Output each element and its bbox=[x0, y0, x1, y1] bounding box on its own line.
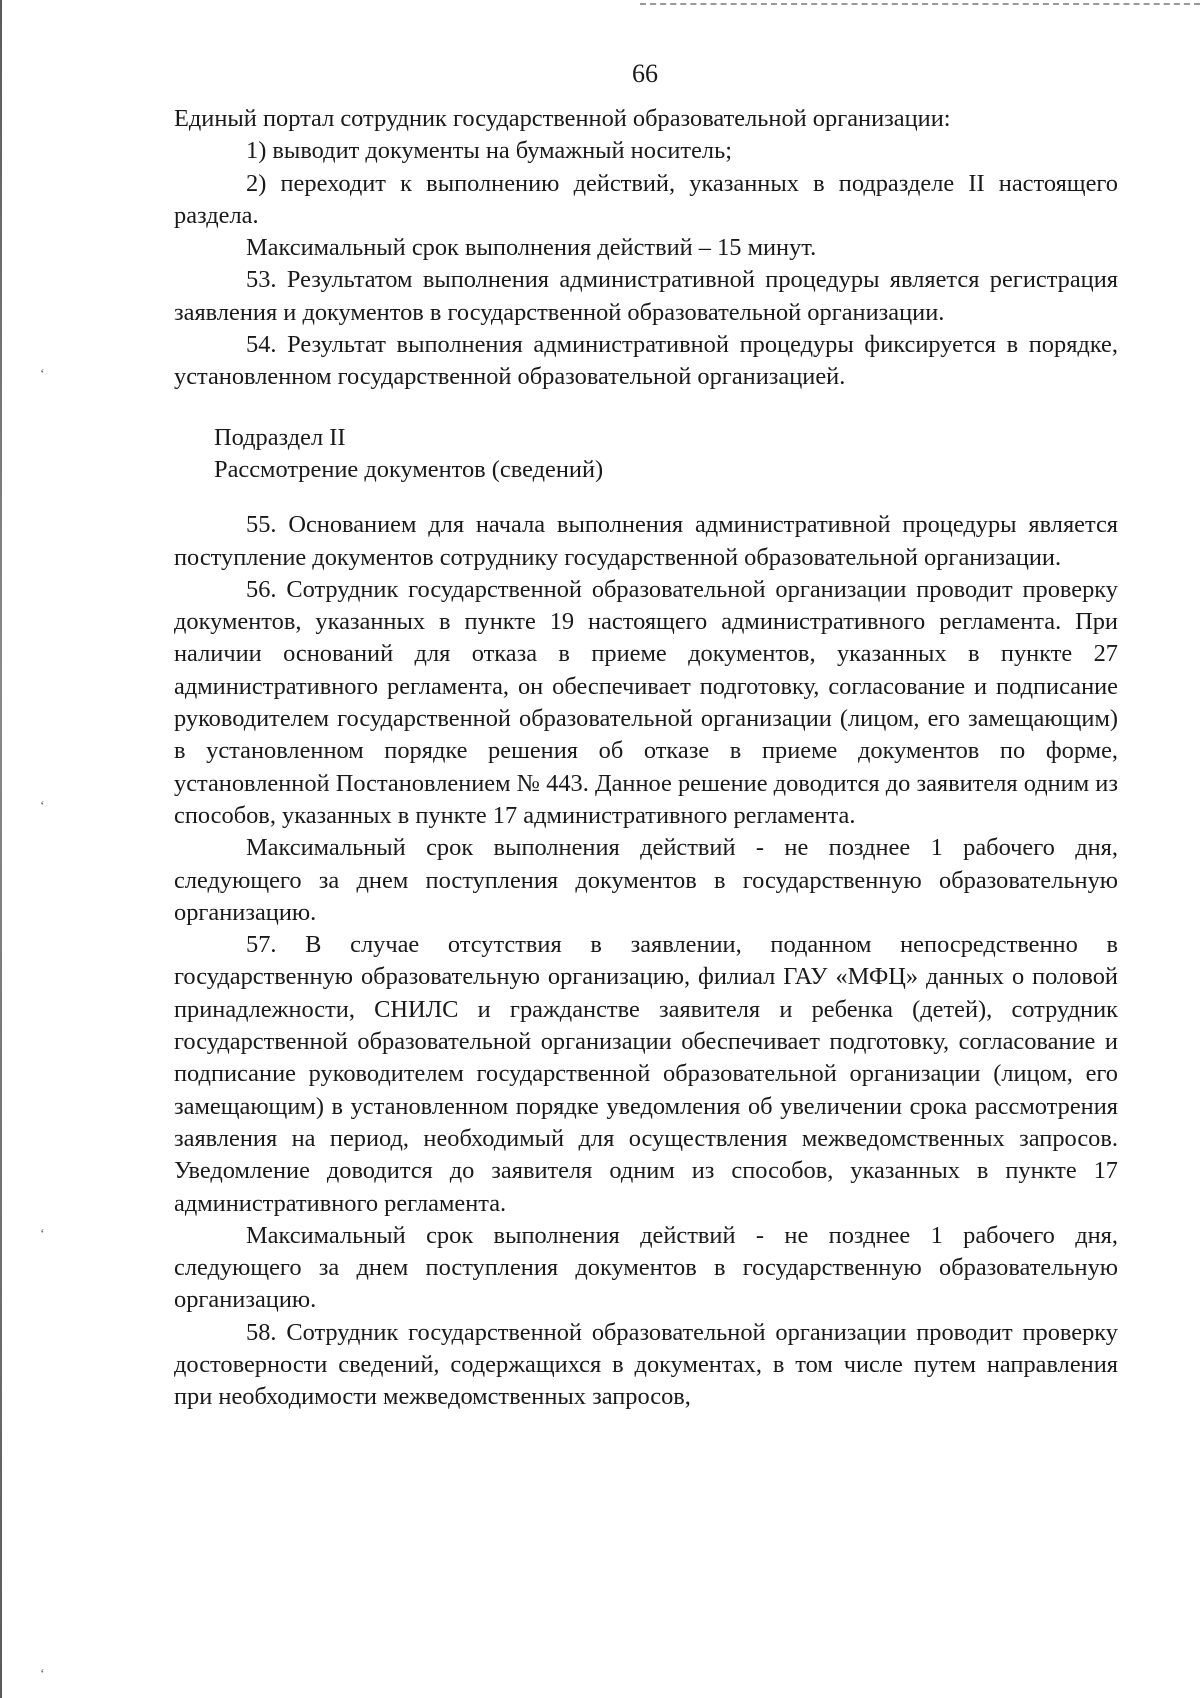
paragraph: Единый портал сотрудник государственной образовательной организации: bbox=[174, 105, 951, 132]
scan-speck: ‘ bbox=[40, 1227, 45, 1242]
document-body bbox=[174, 103, 1118, 1414]
paragraph: 1) выводит документы на бумажный носитель; bbox=[246, 137, 732, 165]
paragraph: Максимальный срок выполнения действий - не позднее 1 рабочего дня, следующего за днем поступления документов в государственную образовательную организацию. bbox=[174, 834, 1118, 926]
scan-edge-left bbox=[0, 0, 2, 1698]
page-number: 66 bbox=[632, 59, 658, 88]
paragraph: 58. Сотрудник государственной образовательной организации проводит проверку достоверности сведений, содержащихся в документах, в том числе путем направления при необходимости межведомственных запросов, bbox=[174, 1318, 1118, 1411]
paragraph: Максимальный срок выполнения действий – 15 минут. bbox=[246, 234, 817, 262]
paragraph: 2) переходит к выполнению действий, указанных в подразделе II настоящего раздела. bbox=[174, 169, 1118, 229]
section-title: Подраздел II bbox=[214, 423, 346, 451]
paragraph: 53. Результатом выполнения административной процедуры является регистрация заявления и документов в государственной образовательной организации. bbox=[174, 266, 1118, 326]
paragraph: 56. Сотрудник государственной образовательной организации проводит проверку документов, указанных в пункте 19 настоящего административного регламента. При наличии оснований для отказа в приеме документов, указанных в пункте 27 административного регламента, он обеспечивает подготовку, согласование и подписание руководителем государственной образовательной организации (лицом, его замещающим) в установленном порядке решения об отказе в приеме документов по форме, установленной Постановлением № 443. Данное решение доводится до заявителя одним из способов, указанных в пункте 17 административного регламента. bbox=[174, 575, 1118, 829]
scan-speck: ‘ bbox=[40, 799, 45, 814]
scan-speck: ‘ bbox=[40, 1667, 45, 1682]
scan-edge-top bbox=[640, 3, 1200, 5]
paragraph: 55. Основанием для начала выполнения административной процедуры является поступление документов сотруднику государственной образовательной организации. bbox=[174, 511, 1118, 571]
paragraph: Максимальный срок выполнения действий - не позднее 1 рабочего дня, следующего за днем поступления документов в государственную образовательную организацию. bbox=[174, 1221, 1118, 1314]
paragraph: 54. Результат выполнения административной процедуры фиксируется в порядке, установленном государственной образовательной организацией. bbox=[174, 331, 1118, 391]
scan-speck: ‘ bbox=[40, 367, 45, 382]
section-subtitle: Рассмотрение документов (сведений) bbox=[214, 455, 604, 483]
paragraph: 57. В случае отсутствия в заявлении, поданном непосредственно в государственную образовательную организацию, филиал ГАУ «МФЦ» данных о половой принадлежности, СНИЛС и гражданстве заявителя и ребенка (детей), сотрудник государственной образовательной организации обеспечивает подготовку, согласование и подписание руководителем государственной образовательной организации (лицом, его замещающим) в установленном порядке уведомления об увеличении срока рассмотрения заявления на период, необходимый для осуществления межведомственных запросов. Уведомление доводится до заявителя одним из способов, указанных в пункте 17 административного регламента. bbox=[174, 931, 1118, 1217]
